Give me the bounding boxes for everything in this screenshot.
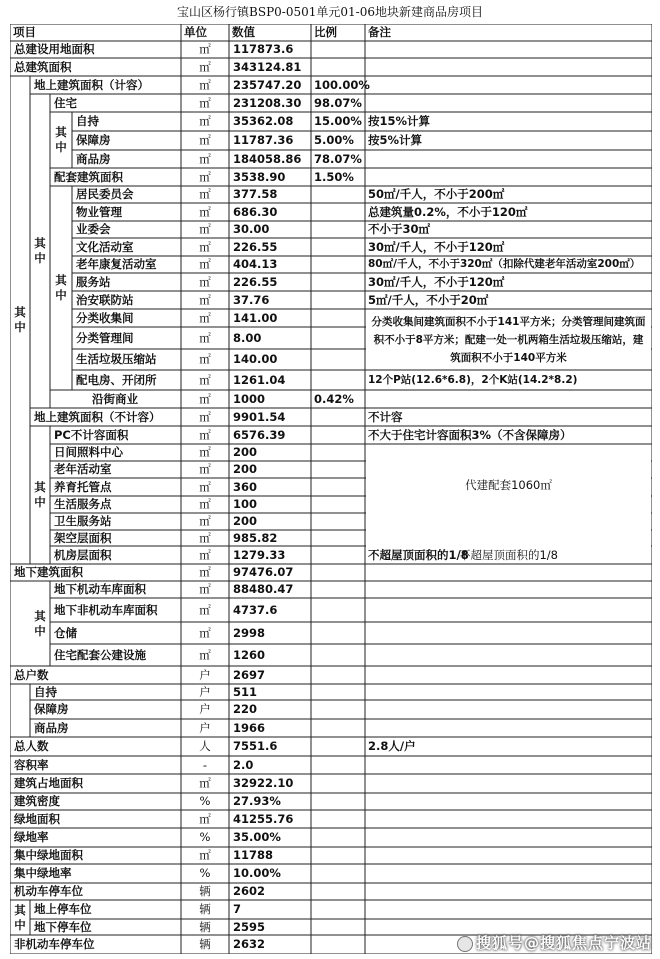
row-unit: 户: [199, 685, 211, 699]
row-label: 居民委员会: [76, 187, 134, 201]
row-label: 文化活动室: [76, 240, 134, 254]
row-value: 7551.6: [233, 739, 278, 753]
row-label: 机动车停车位: [14, 884, 83, 898]
row-note: 30㎡/千人，不小于120㎡: [368, 275, 505, 289]
row-note: 不超屋顶面积的1/8: [368, 548, 469, 562]
row-unit: ㎡: [199, 240, 211, 254]
row-label: 机房层面积: [54, 548, 112, 562]
group-label-zhong: 中: [34, 623, 46, 638]
header-value: 数值: [232, 25, 255, 39]
row-label: 建筑占地面积: [14, 776, 83, 790]
row-value: 220: [233, 702, 258, 716]
row-value: 235747.20: [233, 78, 302, 92]
row-unit: ㎡: [199, 812, 211, 826]
group-label-qi: 其: [34, 480, 46, 494]
row-value: 2602: [233, 884, 266, 898]
row-value: 343124.81: [233, 60, 302, 74]
row-unit: %: [199, 794, 211, 808]
row-unit: ㎡: [199, 311, 211, 325]
row-value: 10.00%: [233, 866, 281, 880]
row-unit: ㎡: [199, 257, 211, 271]
row-value: 404.13: [233, 257, 278, 271]
row-label: 住宅配套公建设施: [54, 648, 146, 662]
row-label: 总人数: [14, 739, 49, 753]
row-value: 184058.86: [233, 152, 302, 166]
row-value: 27.93%: [233, 794, 281, 808]
row-unit: ㎡: [199, 222, 211, 236]
row-label: 总建筑面积: [14, 60, 72, 74]
row-unit: ㎡: [199, 428, 211, 442]
row-label: 集中绿地率: [14, 866, 72, 880]
row-unit: ㎡: [199, 514, 211, 528]
row-unit: ㎡: [199, 275, 211, 289]
row-value: 11788: [233, 848, 274, 862]
row-unit: ㎡: [199, 480, 211, 494]
row-label: 地下非机动车库面积: [54, 603, 158, 617]
row-unit: ㎡: [199, 776, 211, 790]
row-unit: ㎡: [199, 331, 211, 345]
row-label: 配电房、开闭所: [76, 373, 157, 387]
row-label: 容积率: [14, 758, 49, 772]
row-label: 养育托管点: [54, 480, 112, 494]
row-value: 3538.90: [233, 170, 286, 184]
row-unit: ㎡: [199, 187, 211, 201]
row-value: 11787.36: [233, 133, 294, 147]
row-unit: 辆: [199, 937, 211, 951]
row-unit: 户: [199, 702, 211, 716]
row-note: 50㎡/千人，不小于200㎡: [368, 187, 505, 201]
row-unit: 户: [199, 668, 211, 682]
row-label: 老年活动室: [54, 462, 112, 476]
row-label: 生活垃圾压缩站: [76, 352, 157, 366]
row-note: 不大于住宅计容面积3%（不含保障房）: [368, 428, 572, 442]
header-unit: 单位: [184, 25, 207, 39]
row-label: 地上建筑面积（不计容）: [34, 410, 161, 424]
row-value: 100: [233, 497, 258, 511]
group-label-qi: 其: [34, 236, 46, 250]
row-label: 物业管理: [76, 205, 122, 219]
sohu-logo-icon: [457, 936, 473, 952]
row-label: 地下建筑面积: [14, 565, 83, 579]
row-unit: %: [199, 830, 211, 844]
row-unit: 辆: [199, 884, 211, 898]
row-label: 商品房: [76, 152, 111, 166]
row-label: 集中绿地面积: [14, 848, 83, 862]
watermark: [457, 932, 652, 953]
row-value: 2.0: [233, 758, 254, 772]
row-note: 不超屋顶面积的1/8: [458, 548, 558, 562]
row-value: 985.82: [233, 531, 278, 545]
row-label: 总建设用地面积: [14, 42, 95, 56]
row-ratio: 15.00%: [314, 114, 362, 128]
group-label-zhong: 中: [55, 288, 67, 302]
row-label: 住宅: [54, 96, 77, 110]
row-unit: 辆: [199, 902, 211, 916]
row-label: PC不计容面积: [54, 428, 129, 442]
row-label: 自持: [34, 685, 57, 699]
group-label-zhong: 中: [14, 320, 26, 334]
row-label: 绿地率: [14, 830, 49, 844]
row-note: 总建筑量0.2%，不小于120㎡: [368, 205, 528, 219]
row-unit: ㎡: [199, 352, 211, 366]
row-value: 141.00: [233, 311, 278, 325]
row-unit: ㎡: [199, 531, 211, 545]
row-label: 架空层面积: [54, 531, 112, 545]
group-label-qi: 其: [34, 608, 46, 623]
row-label: 总户数: [14, 668, 49, 682]
row-value: 6576.39: [233, 428, 286, 442]
row-unit: ㎡: [199, 497, 211, 511]
row-value: 8.00: [233, 331, 262, 345]
row-value: 2697: [233, 668, 266, 682]
row-label: 保障房: [76, 133, 111, 147]
merged-note-garbage: 分类收集间建筑面积不小于141平方米；分类管理间建筑面积不小于8平方米；配建一处一机两箱生活垃圾压缩站，建筑面积不小于140平方米: [371, 316, 646, 364]
row-value: 360: [233, 480, 258, 494]
row-value: 226.55: [233, 275, 278, 289]
row-value: 1000: [233, 392, 266, 406]
row-label: 建筑密度: [14, 794, 60, 808]
row-unit: ㎡: [199, 626, 211, 640]
row-value: 511: [233, 685, 258, 699]
row-value: 1261.04: [233, 373, 286, 387]
row-unit: 人: [199, 739, 211, 753]
row-unit: ㎡: [199, 170, 211, 184]
row-label: 商品房: [34, 721, 69, 735]
row-note: 5㎡/千人，不小于20㎡: [368, 293, 489, 307]
group-label-zhong: 中: [34, 495, 46, 509]
row-label: 绿地面积: [14, 812, 60, 826]
row-ratio: 0.42%: [314, 392, 354, 406]
group-label-zhong: 中: [14, 917, 26, 932]
header-note: 备注: [368, 25, 391, 39]
row-value: 7: [233, 902, 242, 916]
row-value: 35.00%: [233, 830, 281, 844]
row-value: 200: [233, 445, 258, 459]
row-unit: ㎡: [199, 293, 211, 307]
row-unit: ㎡: [199, 462, 211, 476]
row-label: 仓储: [54, 626, 77, 640]
row-value: 226.55: [233, 240, 278, 254]
row-unit: ㎡: [199, 205, 211, 219]
row-label: 地上停车位: [34, 902, 92, 916]
row-label: 保障房: [34, 702, 69, 716]
row-label: 生活服务点: [54, 497, 112, 511]
group-label-zhong: 中: [55, 140, 67, 154]
row-value: 97476.07: [233, 565, 294, 579]
row-unit: ㎡: [199, 133, 211, 147]
row-label: 地下停车位: [34, 920, 92, 934]
row-unit: 辆: [199, 920, 211, 934]
row-note: 30㎡/千人，不小于120㎡: [368, 240, 505, 254]
row-unit: ㎡: [199, 848, 211, 862]
header-ratio: 比例: [314, 25, 337, 39]
row-label: 地下机动车库面积: [54, 582, 146, 596]
row-ratio: 5.00%: [314, 133, 354, 147]
row-value: 1966: [233, 721, 266, 735]
row-note: 12个P站(12.6*6.8)，2个K站(14.2*8.2): [368, 374, 578, 386]
row-value: 117873.6: [233, 42, 294, 56]
row-value: 37.76: [233, 293, 270, 307]
row-value: 30.00: [233, 222, 270, 236]
row-label: 服务站: [76, 275, 111, 289]
row-value: 9901.54: [233, 410, 286, 424]
row-unit: ㎡: [199, 42, 211, 56]
row-unit: ㎡: [199, 582, 211, 596]
group-label-qi: 其: [55, 273, 67, 287]
header-item: 项目: [13, 25, 36, 39]
row-value: 140.00: [233, 352, 278, 366]
row-value: 200: [233, 514, 258, 528]
row-value: 88480.47: [233, 582, 294, 596]
row-value: 1260: [233, 648, 266, 662]
row-unit: ㎡: [199, 114, 211, 128]
group-label-zhong: 中: [34, 251, 46, 265]
row-label: 老年康复活动室: [76, 257, 157, 271]
row-value: 2595: [233, 920, 266, 934]
row-value: 2998: [233, 626, 266, 640]
group-label-qi: 其: [14, 902, 26, 917]
row-unit: ㎡: [199, 152, 211, 166]
row-ratio: 78.07%: [314, 152, 362, 166]
merged-note-daijian: 代建配套1060㎡: [465, 478, 552, 492]
row-unit: ㎡: [199, 445, 211, 459]
row-note: 不计容: [368, 410, 403, 424]
group-label-qi: 其: [55, 125, 67, 139]
row-unit: ㎡: [199, 603, 211, 617]
row-note: 80㎡/千人，不小于320㎡（扣除代建老年活动室200㎡）: [368, 258, 641, 270]
row-label: 配套建筑面积: [54, 170, 123, 184]
row-value: 377.58: [233, 187, 278, 201]
row-label: 卫生服务站: [54, 514, 112, 528]
row-value: 231208.30: [233, 96, 302, 110]
row-label: 业委会: [76, 222, 111, 236]
row-value: 686.30: [233, 205, 278, 219]
row-unit: 户: [199, 721, 211, 735]
group-label-qi: 其: [14, 305, 26, 319]
row-value: 32922.10: [233, 776, 294, 790]
row-label: 日间照料中心: [54, 445, 123, 459]
row-value: 200: [233, 462, 258, 476]
row-unit: ㎡: [199, 648, 211, 662]
row-label: 治安联防站: [76, 293, 134, 307]
row-label: 分类管理间: [76, 331, 134, 345]
row-unit: ㎡: [199, 373, 211, 387]
row-unit: -: [202, 758, 208, 772]
row-label: 地上建筑面积（计容）: [34, 78, 149, 92]
row-ratio: 98.07%: [314, 96, 362, 110]
row-label: 非机动车停车位: [14, 937, 95, 951]
row-value: 35362.08: [233, 114, 294, 128]
row-unit: ㎡: [199, 78, 211, 92]
row-unit: ㎡: [199, 548, 211, 562]
row-unit: ㎡: [199, 60, 211, 74]
row-note: 按5%计算: [368, 133, 423, 147]
row-value: 41255.76: [233, 812, 294, 826]
row-value: 1279.33: [233, 548, 286, 562]
row-unit: ㎡: [199, 410, 211, 424]
row-note: 不小于30㎡: [368, 222, 431, 236]
row-ratio: 100.00%: [314, 78, 370, 92]
project-table: [10, 24, 652, 954]
row-ratio: 1.50%: [314, 170, 354, 184]
row-value: 4737.6: [233, 603, 278, 617]
row-label: 自持: [76, 114, 99, 128]
row-note: 2.8人/户: [368, 739, 416, 753]
row-unit: ㎡: [199, 392, 211, 406]
row-note: 按15%计算: [368, 114, 431, 128]
row-label: 沿街商业: [92, 392, 138, 406]
row-label: 分类收集间: [76, 311, 134, 325]
document-title: 宝山区杨行镇BSP0-0501单元01-06地块新建商品房项目: [177, 5, 483, 19]
watermark-text: 搜狐号@搜狐焦点宁波站: [475, 934, 652, 952]
row-unit: ㎡: [199, 565, 211, 579]
row-unit: %: [199, 866, 211, 880]
row-unit: ㎡: [199, 96, 211, 110]
row-value: 2632: [233, 937, 266, 951]
